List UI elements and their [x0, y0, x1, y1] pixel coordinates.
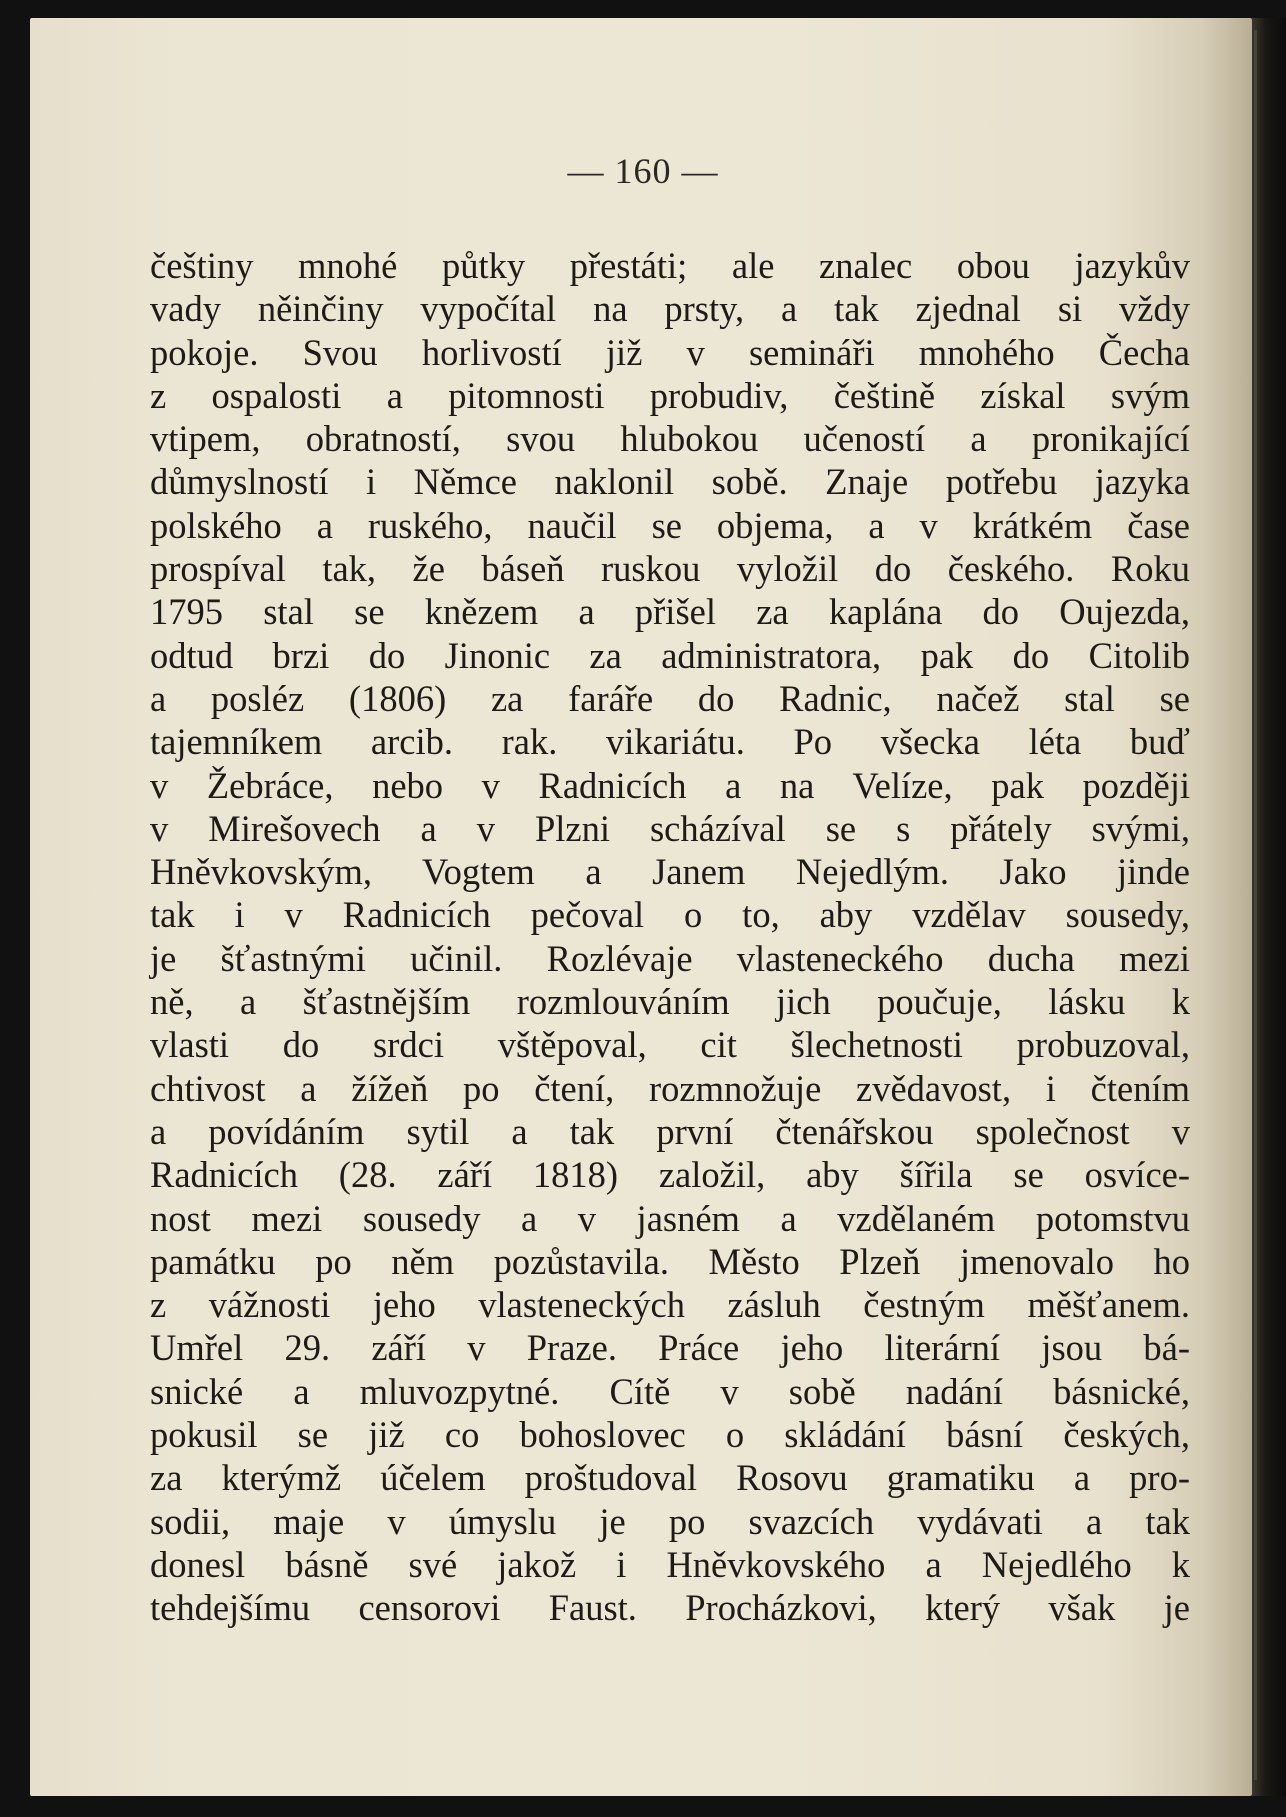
text-line: 1795 stal se knězem a přišel za kaplána do Oujezda, [150, 591, 1190, 633]
text-line: tehdejšímu censorovi Faust. Procházkovi, který však je [150, 1587, 1190, 1629]
text-line: z ospalosti a pitomnosti probudiv, češtině získal svým [150, 374, 1190, 416]
text-line: češtiny mnohé půtky přestáti; ale znalec obou jazykův [150, 245, 1190, 286]
text-line: z vážnosti jeho vlasteneckých zásluh čestným měšťanem. [150, 1284, 1190, 1326]
text-line: Umřel 29. září v Praze. Práce jeho literární jsou bá- [150, 1327, 1190, 1369]
text-line: Radnicích (28. září 1818) založil, aby šířila se osvíce- [150, 1154, 1190, 1196]
text-line: je šťastnými učinil. Rozlévaje vlasteneckého ducha mezi [150, 937, 1190, 979]
text-line: vlasti do srdci vštěpoval, cit šlechetnosti probuzoval, [150, 1024, 1190, 1066]
text-line: tak i v Radnicích pečoval o to, aby vzdělav sousedy, [150, 894, 1190, 936]
text-line: Hněvkovským, Vogtem a Janem Nejedlým. Jako jinde [150, 851, 1190, 893]
text-line: polského a ruského, naučil se objema, a v krátkém čase [150, 504, 1190, 546]
text-line: nost mezi sousedy a v jasném a vzdělaném potomstvu [150, 1197, 1190, 1239]
text-line: pokusil se již co bohoslovec o skládání básní českých, [150, 1414, 1190, 1456]
body-text [150, 244, 1190, 1630]
text-line: pokoje. Svou horlivostí již v semináři mnohého Čecha [150, 331, 1190, 373]
text-line: tajemníkem arcib. rak. vikariátu. Po všecka léta buď [150, 721, 1190, 763]
text-line: chtivost a žížeň po čtení, rozmnožuje zvědavost, i čtením [150, 1067, 1190, 1109]
text-line: v Mirešovech a v Plzni scházíval se s přátely svými, [150, 807, 1190, 849]
text-line: donesl básně své jakož i Hněvkovského a Nejedlého k [150, 1543, 1190, 1585]
text-line: za kterýmž účelem proštudoval Rosovu gramatiku a pro- [150, 1457, 1190, 1499]
text-line: sodii, maje v úmyslu je po svazcích vydávati a tak [150, 1500, 1190, 1542]
text-line: vady něinčiny vypočítal na prsty, a tak zjednal si vždy [150, 288, 1190, 330]
text-line: a posléz (1806) za faráře do Radnic, načež stal se [150, 677, 1190, 719]
text-line: ně, a šťastnějším rozmlouváním jich poučuje, lásku k [150, 981, 1190, 1023]
text-line: vtipem, obratností, svou hlubokou učeností a pronikající [150, 418, 1190, 460]
text-line: v Žebráce, nebo v Radnicích a na Velíze, pak později [150, 764, 1190, 806]
page-number: — 160 — [567, 151, 719, 191]
text-line: důmyslností i Němce naklonil sobě. Znaje potřebu jazyka [150, 461, 1190, 503]
text-line: a povídáním sytil a tak první čtenářskou společnost v [150, 1110, 1190, 1152]
text-line: snické a mluvozpytné. Cítě v sobě nadání básnické, [150, 1370, 1190, 1412]
book-gutter [1252, 18, 1286, 1796]
text-line: odtud brzi do Jinonic za administratora, pak do Citolib [150, 634, 1190, 676]
text-line: prospíval tak, že báseň ruskou vyložil do českého. Roku [150, 548, 1190, 590]
gutter-edge [1254, 30, 1257, 1780]
text-line: památku po něm pozůstavila. Město Plzeň jmenovalo ho [150, 1240, 1190, 1282]
